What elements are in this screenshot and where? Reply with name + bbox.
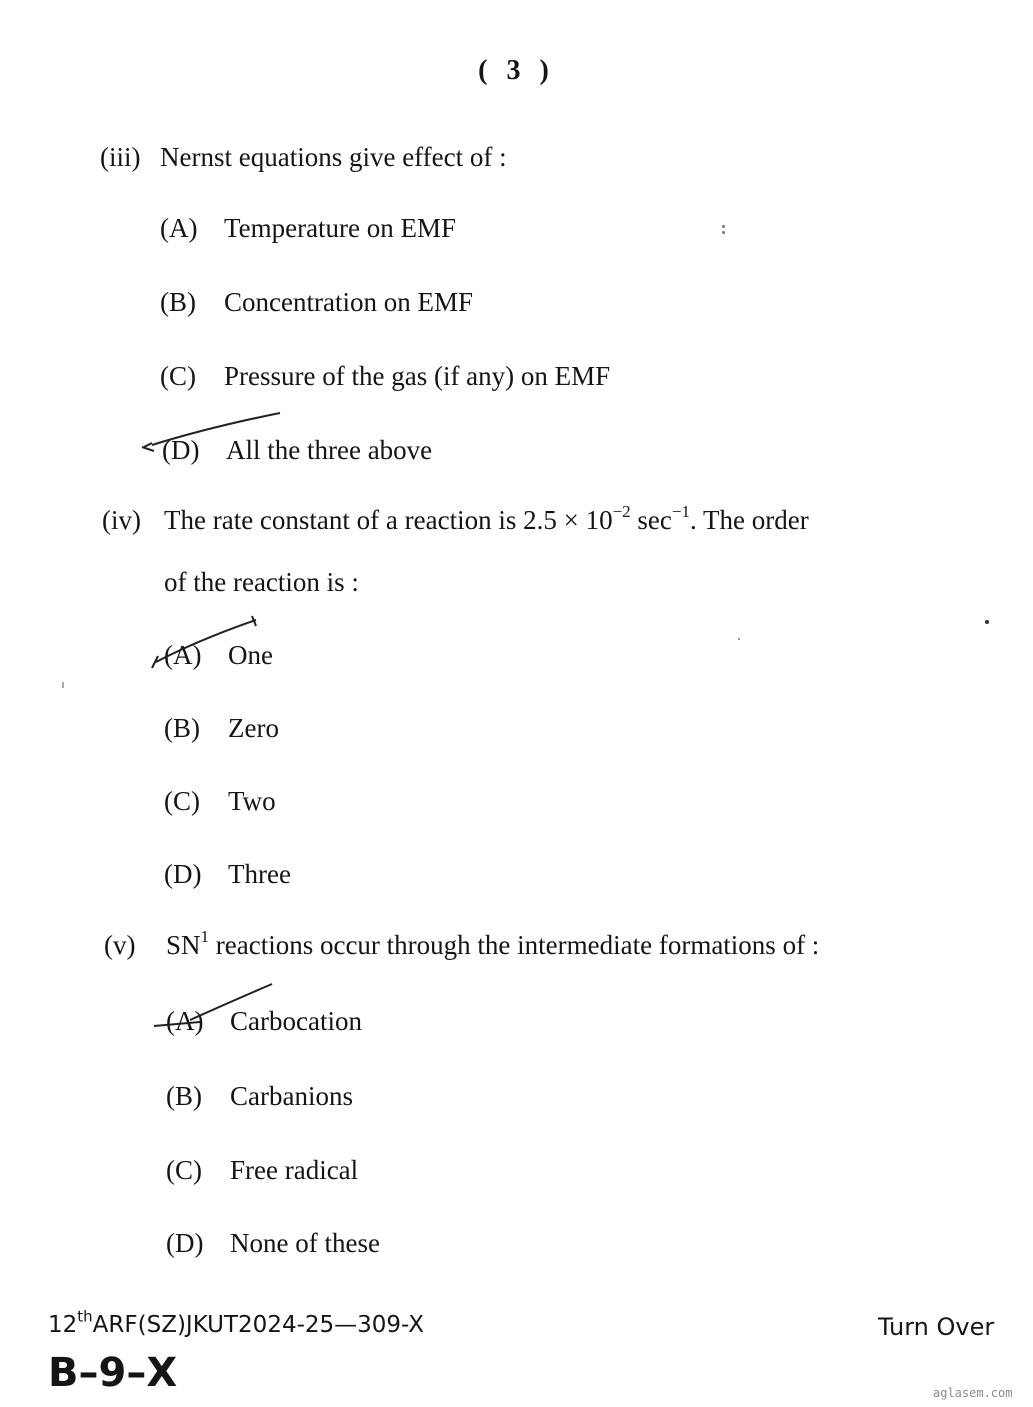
- option-text: One: [228, 640, 273, 670]
- option-label: (A): [166, 1006, 204, 1036]
- option-label: (A): [160, 213, 198, 243]
- option-v-b[interactable]: [166, 1081, 353, 1112]
- option-iii-c[interactable]: [160, 361, 610, 392]
- question-v: [104, 927, 820, 961]
- question-text: The rate constant of a reaction is 2.5 × 10: [164, 505, 613, 535]
- option-text: Two: [228, 786, 276, 816]
- option-label: (C): [166, 1155, 202, 1185]
- option-iii-a[interactable]: [160, 213, 456, 244]
- question-text: Nernst equations give effect of :: [160, 142, 507, 172]
- watermark: aglasem.com: [933, 1386, 1013, 1400]
- page-number: ( 3 ): [478, 55, 555, 86]
- question-number: (iv): [102, 505, 141, 535]
- option-iii-b[interactable]: [160, 287, 473, 318]
- answer-tick-mark: [150, 978, 280, 1038]
- sn-label: SN: [166, 930, 201, 960]
- option-label: (D): [162, 435, 200, 465]
- option-label: (B): [166, 1081, 202, 1111]
- scan-speck: [985, 620, 989, 624]
- option-text: Carbocation: [230, 1006, 362, 1036]
- question-text-end: . The order: [690, 505, 809, 535]
- sn-superscript: 1: [200, 927, 210, 947]
- option-text: Carbanions: [230, 1081, 353, 1111]
- option-text: Free radical: [230, 1155, 359, 1185]
- option-text: Temperature on EMF: [224, 213, 457, 243]
- question-text-unit: sec: [630, 505, 672, 535]
- option-label: (C): [164, 786, 200, 816]
- option-text: Three: [228, 859, 291, 889]
- question-number: (v): [104, 930, 136, 960]
- question-text: reactions occur through the intermediate formations of :: [209, 930, 820, 960]
- answer-tick-mark: [148, 612, 268, 672]
- scan-speck: [62, 682, 64, 688]
- question-iv: [102, 502, 809, 536]
- option-text: Zero: [228, 713, 279, 743]
- option-iv-b[interactable]: [164, 713, 279, 744]
- option-label: (D): [166, 1228, 204, 1258]
- option-iv-c[interactable]: [164, 786, 276, 817]
- option-label: (B): [164, 713, 200, 743]
- option-v-d[interactable]: [166, 1228, 380, 1259]
- scan-speck: [738, 638, 740, 640]
- option-label: (B): [160, 287, 196, 317]
- option-text: All the three above: [226, 435, 433, 465]
- question-iv-line2: of the reaction is :: [164, 567, 359, 597]
- exponent: −2: [612, 502, 631, 522]
- answer-tick-mark: [140, 405, 290, 460]
- option-label: (C): [160, 361, 196, 391]
- question-number: (iii): [100, 142, 141, 172]
- scan-speck: [722, 231, 725, 234]
- scan-speck: [722, 225, 725, 228]
- paper-code: 12thARF(SZ)JKUT2024-25—309-X: [48, 1307, 424, 1338]
- question-iii: [100, 142, 507, 173]
- option-text: Pressure of the gas (if any) on EMF: [224, 361, 611, 391]
- option-text: Concentration on EMF: [224, 287, 473, 317]
- paper-set: B–9–X: [48, 1350, 178, 1396]
- option-label: (D): [164, 859, 202, 889]
- option-v-c[interactable]: [166, 1155, 358, 1186]
- option-iv-d[interactable]: [164, 859, 291, 890]
- option-label: (A): [164, 640, 202, 670]
- option-text: None of these: [230, 1228, 380, 1258]
- exponent: −1: [671, 502, 690, 522]
- turn-over-label: Turn Over: [878, 1313, 995, 1341]
